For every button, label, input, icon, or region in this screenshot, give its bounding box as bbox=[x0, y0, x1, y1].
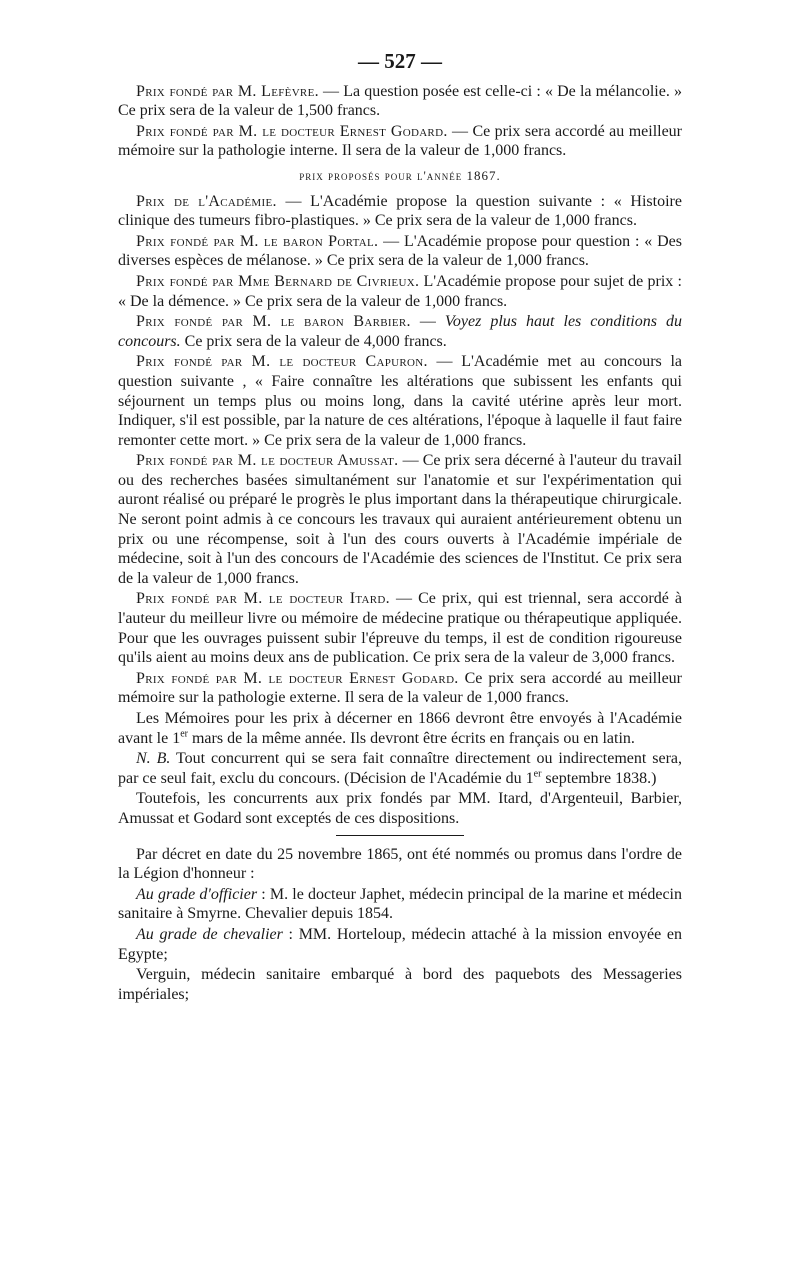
paragraph-text: — Ce prix, qui est triennal, sera accordé à l'auteur du meilleur livre ou mémoire de médecine pratique ou thérapeutique appliquée. Pour que les ouvrages puissent subir l'épreuve du temps, il est de condition rigoureuse qu'ils aient au moins deux ans de publication. Ce prix sera de la valeur de 3,000 francs. bbox=[118, 590, 682, 667]
paragraph-toutefois bbox=[118, 789, 682, 828]
paragraph-text: : MM. Horteloup, médecin attaché à la mission envoyée en Egypte; bbox=[118, 925, 682, 963]
paragraph-prix-godard-interne bbox=[118, 122, 682, 161]
paragraph-decret bbox=[118, 845, 682, 884]
paragraph-text: mars de la même année. Ils devront être écrits en français ou en latin. bbox=[187, 729, 635, 747]
paragraph-text: Ce prix sera de la valeur de 4,000 francs. bbox=[180, 332, 447, 350]
paragraph-lead: Prix fondé par M. le docteur Itard. bbox=[136, 590, 390, 608]
paragraph-lead: Prix fondé par M. le docteur Ernest Godard. bbox=[136, 122, 448, 140]
paragraph-nota-bene bbox=[118, 749, 682, 788]
paragraph-italic: Au grade d'officier bbox=[136, 885, 258, 903]
paragraph-text: L'Académie propose pour sujet de prix : « De la démence. » Ce prix sera de la valeur de 1,000 francs. bbox=[118, 272, 682, 310]
superscript: er bbox=[533, 768, 542, 780]
paragraph-prix-lefevre bbox=[118, 82, 682, 121]
paragraph-verguin bbox=[118, 965, 682, 1004]
paragraph-lead: Prix fondé par M. le baron Portal. bbox=[136, 232, 379, 250]
paragraph-prix-capuron bbox=[118, 352, 682, 450]
paragraph-prix-academie bbox=[118, 192, 682, 231]
superscript: er bbox=[180, 728, 188, 740]
paragraph-text: — L'Académie propose la question suivante : « Histoire clinique des tumeurs fibro-plastiques. » Ce prix sera de la valeur de 1,000 francs. bbox=[118, 192, 682, 230]
paragraph-text: Verguin, médecin sanitaire embarqué à bord des paquebots des Messageries impériales; bbox=[118, 966, 682, 1003]
paragraph-lead: Prix fondé par M. le baron Barbier. bbox=[136, 313, 411, 331]
paragraph-chevalier bbox=[118, 925, 682, 964]
paragraph-text: — Ce prix sera décerné à l'auteur du travail ou des recherches basées simultanément sur l'anatomie et sur l'expérimentation qui auront réalisé ou préparé le progrès le plus important dans la thérapeutique chirurgicale. Ne seront point admis à ce concours les travaux qui auraient antérieurement obtenu un prix ou une récompense, soit à l'un des cours ouverts à l'Académie impériale de médecine, soit à l'un des concours de l'Académie des sciences de l'Institut. Ce prix sera de la valeur de 1,000 francs. bbox=[118, 452, 682, 587]
paragraph-memoires bbox=[118, 709, 682, 748]
paragraph-text: Les Mémoires pour les prix à décerner en 1866 devront être envoyés à l'Académie avant le 1 bbox=[118, 710, 682, 747]
paragraph-prix-amussat bbox=[118, 451, 682, 588]
paragraph-lead: Prix fondé par M. le docteur Amussat. bbox=[136, 452, 399, 470]
paragraph-prix-godard-externe bbox=[118, 669, 682, 708]
paragraph-text: : M. le docteur Japhet, médecin principal de la marine et médecin sanitaire à Smyrne. Chevalier depuis 1854. bbox=[118, 885, 683, 923]
paragraph-text: Toutefois, les concurrents aux prix fondés par MM. Itard, d'Argenteuil, Barbier, Amussat et Godard sont exceptés de ces dispositions. bbox=[118, 790, 682, 827]
paragraph-lead: Prix fondé par M. le docteur Ernest Godard. bbox=[136, 669, 459, 687]
paragraph-italic: Voyez plus haut les conditions du concours. bbox=[118, 313, 683, 350]
section-heading-1867: prix proposés pour l'année 1867. bbox=[299, 167, 501, 183]
paragraph-italic: Au grade de chevalier bbox=[136, 925, 283, 943]
paragraph-lead: Prix de l'Académie. bbox=[136, 192, 277, 210]
paragraph-text: — La question posée est celle-ci : « De la mélancolie. » Ce prix sera de la valeur de 1,500 francs. bbox=[118, 82, 682, 120]
paragraph-prix-portal bbox=[118, 232, 682, 271]
section-divider bbox=[336, 835, 464, 836]
paragraph-text: Tout concurrent qui se sera fait connaître directement ou indirectement sera, par ce seul fait, exclu du concours. (Décision de l'Académie du 1 bbox=[118, 750, 682, 787]
paragraph-text: — L'Académie met au concours la question suivante , « Faire connaître les altérations que subissent les enfants qui séjournent un temps plus ou moins long, dans la cavité utérine après leur mort. Indiquer, s'il est possible, par la nature de ces altérations, l'époque à laquelle il faut faire remonter cette mort. » Ce prix sera de la valeur de 1,000 francs. bbox=[118, 353, 683, 449]
paragraph-dash: — bbox=[410, 313, 445, 331]
paragraph-text: Par décret en date du 25 novembre 1865, ont été nommés ou promus dans l'ordre de la Légion d'honneur : bbox=[118, 845, 682, 883]
paragraph-prix-itard bbox=[118, 589, 682, 667]
paragraph-prix-barbier bbox=[118, 312, 682, 351]
paragraph-text: Ce prix sera accordé au meilleur mémoire sur la pathologie externe. Il sera de la valeur de 1,000 francs. bbox=[118, 669, 682, 707]
paragraph-italic: N. B. bbox=[136, 750, 171, 768]
paragraph-lead: Prix fondé par M. le docteur Capuron. bbox=[136, 353, 428, 371]
document-page bbox=[118, 49, 683, 1005]
paragraph-text: — L'Académie propose pour question : « Des diverses espèces de mélanose. » Ce prix sera de la valeur de 1,000 francs. bbox=[118, 232, 682, 270]
paragraph-lead: Prix fondé par M. Lefèvre. bbox=[136, 82, 319, 100]
page-number: — 527 — bbox=[358, 49, 442, 73]
paragraph-lead: Prix fondé par Mme Bernard de Civrieux. bbox=[136, 272, 420, 290]
paragraph-officier bbox=[118, 885, 682, 924]
paragraph-text: — Ce prix sera accordé au meilleur mémoire sur la pathologie interne. Il sera de la valeur de 1,000 francs. bbox=[118, 122, 683, 160]
paragraph-prix-civrieux bbox=[118, 272, 682, 311]
paragraph-text: septembre 1838.) bbox=[541, 769, 657, 787]
